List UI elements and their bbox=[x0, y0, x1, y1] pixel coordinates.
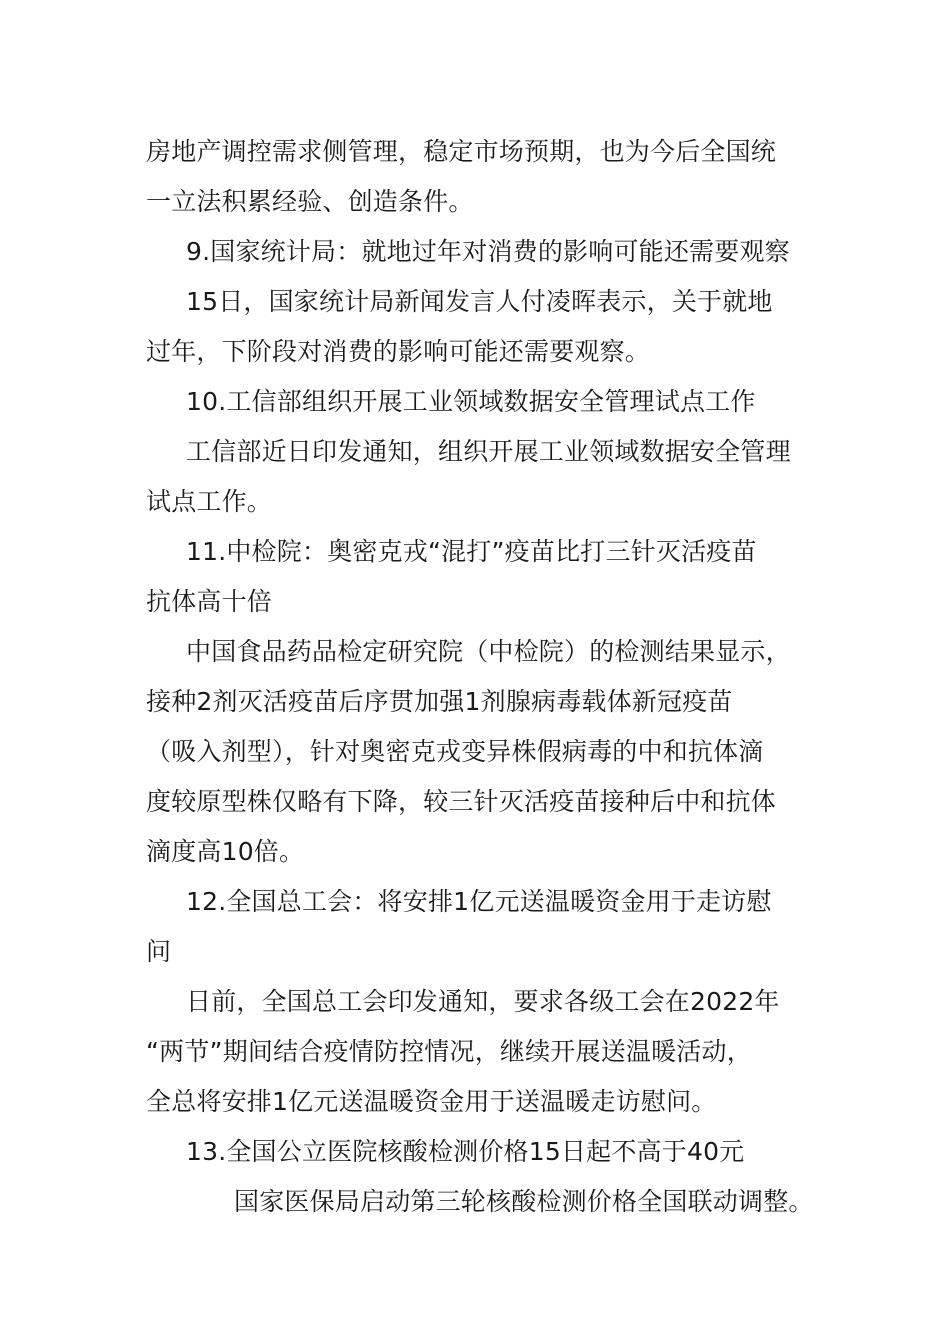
section-heading: 13.全国公立医院核酸检测价格15日起不高于40元 bbox=[186, 1137, 745, 1166]
paragraph-line: 滴度高10倍。 bbox=[146, 837, 305, 866]
section-heading: 12.全国总工会：将安排1亿元送温暖资金用于走访慰 bbox=[186, 887, 772, 916]
paragraph-line: 中国食品药品检定研究院（中检院）的检测结果显示， bbox=[186, 637, 791, 666]
paragraph-line: 国家医保局启动第三轮核酸检测价格全国联动调整。 bbox=[234, 1187, 814, 1216]
section-heading: 9.国家统计局：就地过年对消费的影响可能还需要观察 bbox=[186, 237, 790, 266]
section-heading-continued: 问 bbox=[146, 937, 172, 966]
paragraph-line: 接种2剂灭活疫苗后序贯加强1剂腺病毒载体新冠疫苗 bbox=[146, 687, 733, 716]
section-heading: 10.工信部组织开展工业领域数据安全管理试点工作 bbox=[186, 387, 756, 416]
section-heading-continued: 抗体高十倍 bbox=[146, 587, 273, 616]
paragraph-line: 日前，全国总工会印发通知，要求各级工会在2022年 bbox=[186, 987, 780, 1016]
paragraph-line: 工信部近日印发通知，组织开展工业领域数据安全管理 bbox=[186, 437, 791, 466]
paragraph-line: 全总将安排1亿元送温暖资金用于送温暖走访慰问。 bbox=[146, 1087, 717, 1116]
paragraph-line: 度较原型株仅略有下降，较三针灭活疫苗接种后中和抗体 bbox=[146, 787, 777, 816]
paragraph-line: 过年，下阶段对消费的影响可能还需要观察。 bbox=[146, 337, 651, 366]
paragraph-line: 一立法积累经验、创造条件。 bbox=[146, 187, 474, 216]
paragraph-line: 15日，国家统计局新闻发言人付凌晖表示，关于就地 bbox=[186, 287, 773, 316]
paragraph-line: 试点工作。 bbox=[146, 487, 273, 516]
section-heading: 11.中检院：奥密克戎“混打”疫苗比打三针灭活疫苗 bbox=[186, 537, 757, 566]
paragraph-line: 房地产调控需求侧管理，稳定市场预期，也为今后全国统 bbox=[146, 137, 777, 166]
paragraph-line: （吸入剂型），针对奥密克戎变异株假病毒的中和抗体滴 bbox=[146, 737, 764, 766]
paragraph-line: “两节”期间结合疫情防控情况，继续开展送温暖活动， bbox=[146, 1037, 752, 1066]
